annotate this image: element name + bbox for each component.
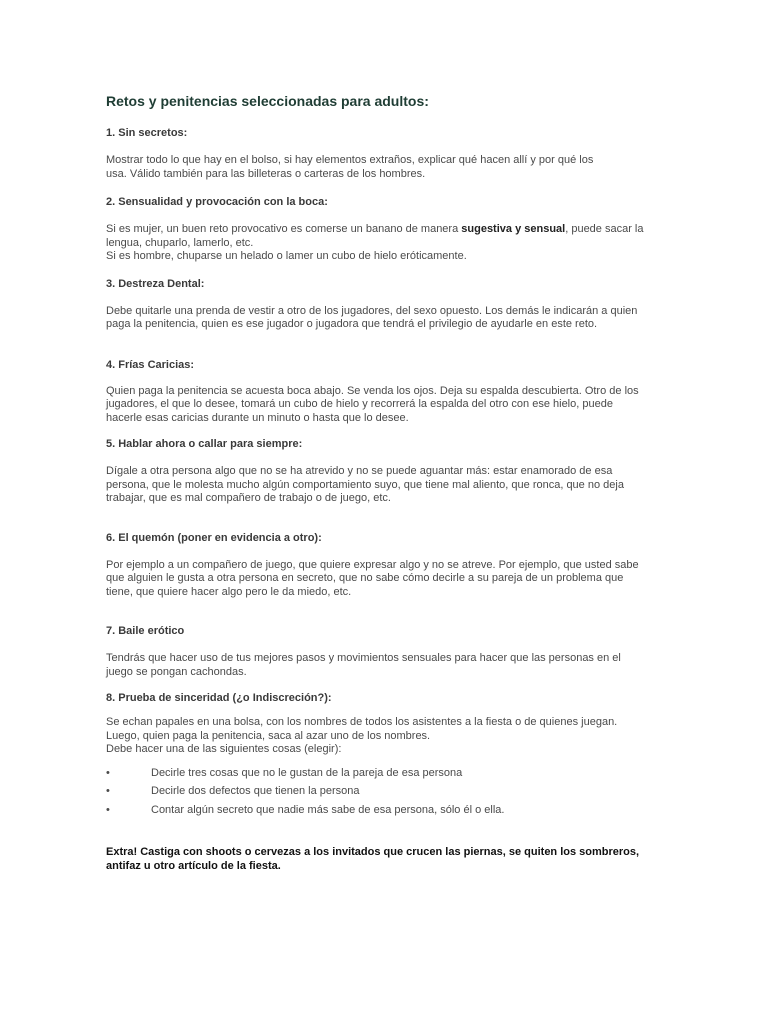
section-heading: 6. El quemón (poner en evidencia a otro): xyxy=(106,531,322,544)
bullet-icon: • xyxy=(106,766,110,779)
section-8 xyxy=(106,691,662,817)
list-item xyxy=(106,785,662,799)
paragraph-line-end: , puede sacar la xyxy=(565,223,644,235)
paragraph-line: usa. Válido también para las billeteras o carteras de los hombres. xyxy=(106,167,426,180)
extra-note xyxy=(106,845,662,873)
paragraph-line: Tendrás que hacer uso de tus mejores pasos y movimientos sensuales para hacer que las personas en el xyxy=(106,652,621,664)
paragraph-line: lengua, chuparlo, lamerlo, etc. xyxy=(106,236,254,249)
document-title: Retos y penitencias seleccionadas para adultos: xyxy=(106,93,429,109)
paragraph-line: juego se pongan cachondas. xyxy=(106,665,247,678)
section-1 xyxy=(106,126,662,181)
list-item-text: Decirle dos defectos que tienen la persona xyxy=(151,785,360,797)
section-paragraph xyxy=(106,716,662,757)
section-paragraph xyxy=(106,223,662,264)
section-paragraph xyxy=(106,385,662,426)
section-2 xyxy=(106,195,662,264)
section-heading: 1. Sin secretos: xyxy=(106,127,188,139)
paragraph-line: Quien paga la penitencia se acuesta boca abajo. Se venda los ojos. Deja su espalda descubierta. Otro de los xyxy=(106,384,639,397)
section-7 xyxy=(106,624,662,679)
list-item-text: Decirle tres cosas que no le gustan de la pareja de esa persona xyxy=(151,766,463,779)
section-6 xyxy=(106,531,662,600)
section-paragraph xyxy=(106,154,662,181)
paragraph-line: Mostrar todo lo que hay en el bolso, si hay elementos extraños, explicar qué hacen allí y por qué los xyxy=(106,154,594,166)
paragraph-line-start: Si es mujer, un buen reto provocativo es comerse un banano de manera xyxy=(106,223,462,235)
section-paragraph xyxy=(106,559,662,600)
list-item-text: Contar algún secreto que nadie más sabe de esa persona, sólo él o ella. xyxy=(151,803,505,816)
paragraph-line: Se echan papales en una bolsa, con los nombres de todos los asistentes a la fiesta o de quienes juegan. xyxy=(106,716,618,728)
document-page xyxy=(106,92,662,873)
section-4 xyxy=(106,358,662,426)
paragraph-line: Debe hacer una de las siguientes cosas (elegir): xyxy=(106,743,342,755)
paragraph-line: tiene, que quiere hacer algo pero le da miedo, etc. xyxy=(106,585,352,598)
section-heading: 5. Hablar ahora o callar para siempre: xyxy=(106,438,303,450)
extra-line: Extra! Castiga con shoots o cervezas a los invitados que crucen las piernas, se quiten los sombreros, xyxy=(106,846,640,858)
section-heading: 2. Sensualidad y provocación con la boca: xyxy=(106,196,328,208)
paragraph-line: Por ejemplo a un compañero de juego, que quiere expresar algo y no se atreve. Por ejemplo, que usted sabe xyxy=(106,558,639,571)
section-5 xyxy=(106,437,662,506)
paragraph-line: Debe quitarle una prenda de vestir a otro de los jugadores, del sexo opuesto. Los demás le indicarán a quien xyxy=(106,304,638,317)
paragraph-line: persona, que le molesta mucho algún comportamiento suyo, que tiene mal aliento, que ronca, que no deja xyxy=(106,478,624,491)
emphasis-text: sugestiva y sensual xyxy=(461,223,566,235)
paragraph-line: Luego, quien paga la penitencia, saca al azar uno de los nombres. xyxy=(106,729,431,742)
section-paragraph xyxy=(106,652,662,679)
extra-line: antifaz u otro artículo de la fiesta. xyxy=(106,860,281,872)
list-item xyxy=(106,767,662,781)
paragraph-line: jugadores, el que lo desee, tomará un cubo de hielo y recorrerá la espalda del otro con ese hielo, puede xyxy=(106,398,613,410)
section-paragraph xyxy=(106,465,662,506)
paragraph-line: hacerle esas caricias durante un minuto o hasta que lo desee. xyxy=(106,411,409,424)
paragraph-line: Dígale a otra persona algo que no se ha atrevido y no se puede aguantar más: estar enamorado de esa xyxy=(106,465,613,477)
list-item xyxy=(106,804,662,818)
paragraph-line: Si es hombre, chuparse un helado o lamer un cubo de hielo eróticamente. xyxy=(106,250,467,262)
paragraph-line: trabajar, que es mal compañero de trabajo o de juego, etc. xyxy=(106,492,391,504)
bullet-icon: • xyxy=(106,785,110,797)
section-3 xyxy=(106,277,662,332)
section-heading: 4. Frías Caricias: xyxy=(106,358,195,371)
options-list xyxy=(106,767,662,818)
bullet-icon: • xyxy=(106,803,110,816)
section-heading: 3. Destreza Dental: xyxy=(106,277,205,290)
paragraph-line: que alguien le gusta a otra persona en secreto, que no sabe cómo decirle a su pareja de un problema que xyxy=(106,572,624,584)
paragraph-line: paga la penitencia, quien es ese jugador o jugadora que tendrá el privilegio de ayudarle en este reto. xyxy=(106,318,598,330)
section-heading: 7. Baile erótico xyxy=(106,625,185,637)
section-paragraph xyxy=(106,305,662,332)
section-heading: 8. Prueba de sinceridad (¿o Indiscreción?): xyxy=(106,692,332,704)
